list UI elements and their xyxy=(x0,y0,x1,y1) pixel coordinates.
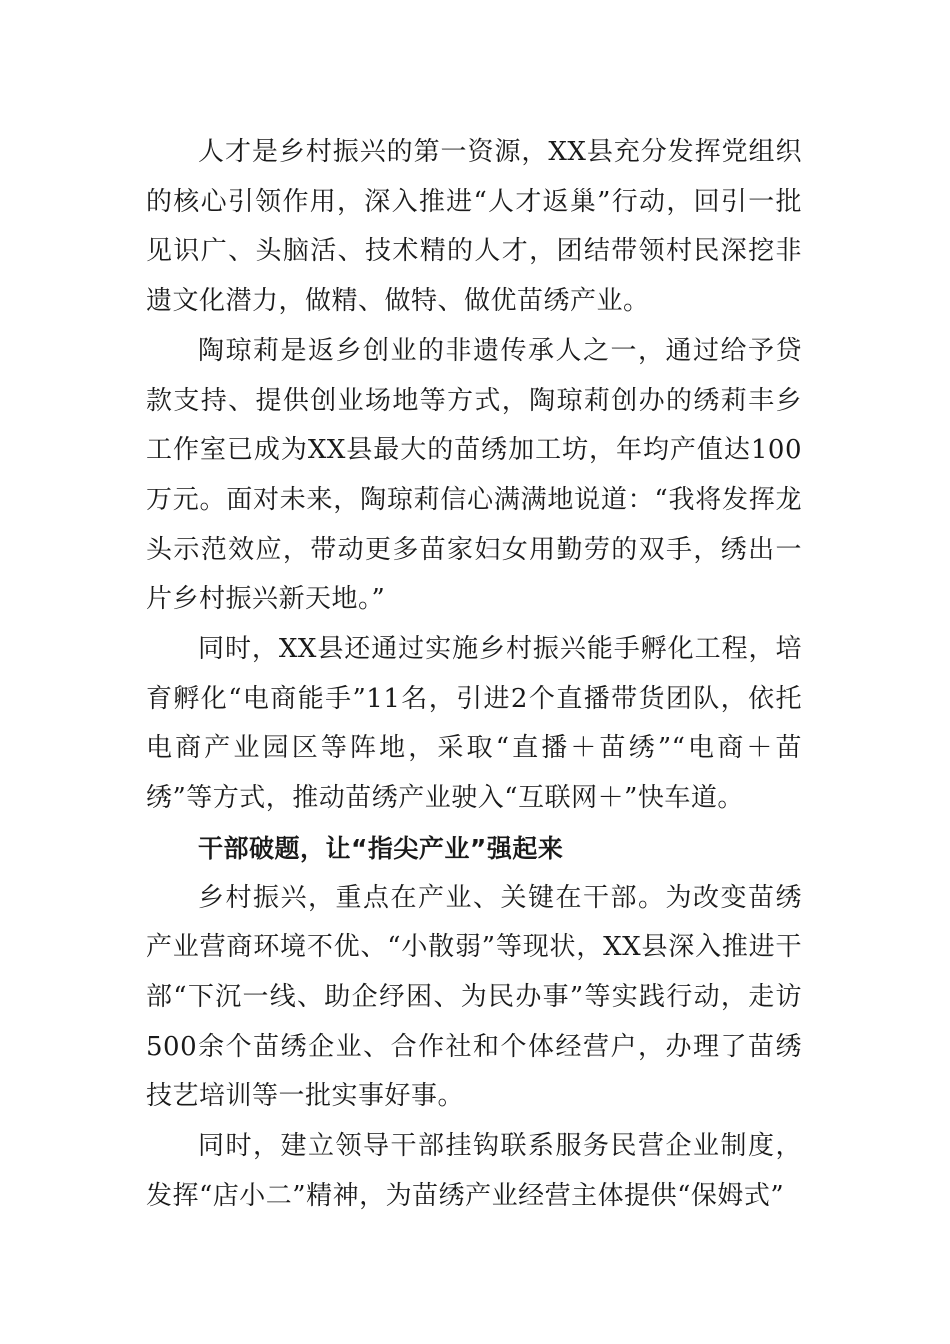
paragraph-cadres: 乡村振兴，重点在产业、关键在干部。为改变苗绣产业营商环境不优、“小散弱”等现状，XX县深入推进干部“下沉一线、助企纾困、为民办事”等实践行动，走访500余个苗绣企业、合作社和个体经营户，办理了苗绣技艺培训等一批实事好事。 xyxy=(146,882,802,1112)
section-heading: 干部破题，让“指尖产业”强起来 xyxy=(198,833,564,863)
paragraph-ecommerce: 同时，XX县还通过实施乡村振兴能手孵化工程，培育孵化“电商能手”11名，引进2个直播带货团队，依托电商产业园区等阵地，采取“直播＋苗绣”“电商＋苗绣”等方式，推动苗绣产业驶入“互联网＋”快车道。 xyxy=(146,634,802,814)
paragraph-leaders: 同时，建立领导干部挂钩联系服务民营企业制度，发挥“店小二”精神，为苗绣产业经营主体提供“保姆式” xyxy=(146,1131,802,1211)
paragraph-talent: 人才是乡村振兴的第一资源，XX县充分发挥党组织的核心引领作用，深入推进“人才返巢”行动，回引一批见识广、头脑活、技术精的人才，团结带领村民深挖非遗文化潜力，做精、做特、做优苗绣产业。 xyxy=(146,137,802,317)
paragraph-tao-qiongli: 陶琼莉是返乡创业的非遗传承人之一，通过给予贷款支持、提供创业场地等方式，陶琼莉创办的绣莉丰乡工作室已成为XX县最大的苗绣加工坊，年均产值达100万元。面对未来，陶琼莉信心满满地说道：“我将发挥龙头示范效应，带动更多苗家妇女用勤劳的双手，绣出一片乡村振兴新天地。” xyxy=(146,335,802,615)
document-body xyxy=(146,128,802,1221)
